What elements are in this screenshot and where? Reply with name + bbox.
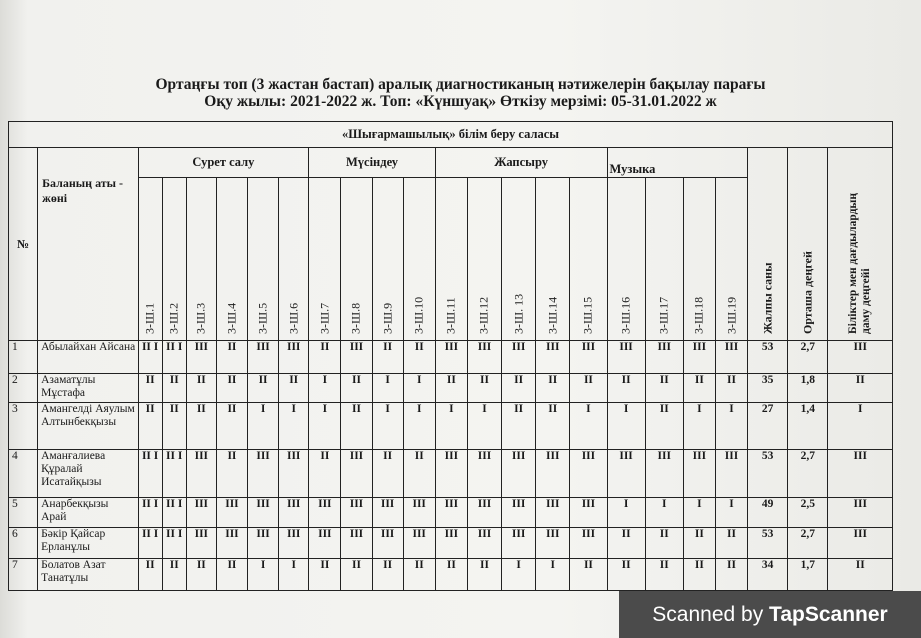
score-cell: II (248, 373, 279, 402)
score-cell: II (467, 558, 501, 590)
score-cell: III (341, 341, 372, 373)
score-cell: III (186, 450, 216, 498)
row-number: 2 (9, 373, 38, 402)
score-cell: III (279, 528, 309, 558)
score-cell: II (502, 402, 536, 450)
criterion-label: 3-Ш.12 (476, 297, 491, 335)
score-cell: I (309, 402, 341, 450)
criterion-label: 3-Ш.9 (380, 303, 395, 335)
development-level: III (828, 341, 893, 373)
score-cell: II (372, 558, 403, 590)
score-cell: III (248, 528, 279, 558)
education-area-header: «Шығармашылық» білім беру саласы (9, 122, 893, 148)
group-music: Музыка (607, 147, 748, 177)
development-level: III (828, 450, 893, 498)
criterion-header-17 (645, 178, 683, 341)
criterion-header-12 (467, 178, 501, 341)
score-cell: II (536, 373, 570, 402)
score-cell: III (570, 450, 607, 498)
criterion-header-3 (186, 178, 216, 341)
row-number: 3 (9, 402, 38, 450)
score-cell: I (683, 498, 715, 528)
group-drawing: Сурет салу (138, 147, 309, 177)
watermark-brand: TapScanner (769, 603, 888, 626)
criterion-header-10 (403, 178, 435, 341)
score-cell: II (341, 373, 372, 402)
score-cell: I (279, 558, 309, 590)
scanner-watermark (619, 591, 921, 638)
score-cell: II (645, 373, 683, 402)
row-number: 4 (9, 450, 38, 498)
child-name: Бәкір Қайсар Ерланұлы (38, 528, 138, 558)
score-cell: II I (138, 341, 162, 373)
criterion-label: 3-Ш. 13 (511, 294, 526, 335)
score-cell: II (607, 558, 645, 590)
table-row (9, 402, 893, 450)
score-cell: III (403, 528, 435, 558)
score-cell: III (435, 450, 467, 498)
total-score: 27 (748, 402, 788, 450)
child-name: Амангелді Аяулым Алтынбекқызы (38, 402, 138, 450)
score-cell: III (309, 498, 341, 528)
score-cell: III (341, 528, 372, 558)
score-cell: II (645, 558, 683, 590)
watermark-prefix: Scanned by (652, 603, 770, 626)
average-level: 2,7 (788, 450, 828, 498)
child-name: Болатов Азат Танатұлы (38, 558, 138, 590)
score-cell: II (216, 373, 247, 402)
criterion-header-4 (216, 178, 247, 341)
score-cell: I (372, 402, 403, 450)
column-number-header: № (9, 147, 38, 340)
score-cell: II (216, 450, 247, 498)
document-title: Ортаңғы топ (3 жастан бастап) аралық диагностиканың нәтижелерін бақылау парағы (155, 76, 766, 93)
child-name: Абылайхан Айсана (38, 341, 138, 373)
score-cell: II (683, 558, 715, 590)
score-cell: II I (138, 498, 162, 528)
group-applique: Жапсыру (435, 147, 607, 177)
criterion-label: 3-Ш.5 (255, 303, 270, 335)
table-row (9, 341, 893, 373)
average-level: 1,7 (788, 558, 828, 590)
score-cell: III (607, 341, 645, 373)
criterion-label: 3-Ш.4 (224, 303, 239, 335)
score-cell: II (162, 402, 186, 450)
score-cell: III (645, 450, 683, 498)
level-header-label: Біліктер мен дағдылардың даму деңгейі (847, 193, 873, 335)
score-cell: III (683, 450, 715, 498)
score-cell: III (248, 498, 279, 528)
criterion-label: 3-Ш.3 (193, 303, 208, 335)
score-cell: II (403, 341, 435, 373)
score-cell: III (715, 450, 747, 498)
score-cell: III (502, 450, 536, 498)
total-header-label: Жалпы саны (760, 262, 775, 335)
score-cell: I (607, 498, 645, 528)
criterion-header-9 (372, 178, 403, 341)
criterion-header-11 (435, 178, 467, 341)
score-cell: I (645, 498, 683, 528)
criterion-label: 3-Ш.15 (580, 297, 595, 335)
diagnostic-table (8, 121, 893, 591)
criterion-header-16 (607, 178, 645, 341)
criterion-label: 3-Ш.16 (618, 297, 633, 335)
criterion-header-14 (536, 178, 570, 341)
score-cell: I (683, 402, 715, 450)
score-cell: III (435, 528, 467, 558)
criterion-header-7 (309, 178, 341, 341)
criterion-label: 3-Ш.18 (691, 297, 706, 335)
score-cell: I (248, 558, 279, 590)
column-name-header: Баланың аты - жөні (38, 147, 138, 340)
score-cell: III (715, 341, 747, 373)
score-cell: III (536, 450, 570, 498)
score-cell: II (502, 373, 536, 402)
column-level-header (828, 147, 893, 340)
score-cell: III (216, 528, 247, 558)
score-cell: III (216, 498, 247, 528)
criterion-label: 3-Ш.6 (286, 303, 301, 335)
criterion-label: 3-Ш.1 (142, 303, 157, 335)
score-cell: III (645, 341, 683, 373)
score-cell: III (372, 498, 403, 528)
row-number: 7 (9, 558, 38, 590)
score-cell: II (715, 373, 747, 402)
score-cell: III (502, 528, 536, 558)
criterion-label: 3-Ш.19 (724, 297, 739, 335)
average-level: 2,7 (788, 528, 828, 558)
development-level: III (828, 498, 893, 528)
score-cell: II I (162, 450, 186, 498)
score-cell: III (536, 341, 570, 373)
score-cell: III (403, 498, 435, 528)
score-cell: III (372, 528, 403, 558)
score-cell: III (279, 450, 309, 498)
score-cell: II (309, 558, 341, 590)
score-cell: II (162, 558, 186, 590)
total-score: 53 (748, 450, 788, 498)
criterion-header-6 (279, 178, 309, 341)
row-number: 5 (9, 498, 38, 528)
criterion-label: 3-Ш.8 (348, 303, 363, 335)
column-average-header (788, 147, 828, 340)
criterion-header-18 (683, 178, 715, 341)
score-cell: III (279, 341, 309, 373)
average-level: 2,5 (788, 498, 828, 528)
score-cell: II (570, 373, 607, 402)
score-cell: I (502, 558, 536, 590)
score-cell: III (467, 341, 501, 373)
score-cell: III (279, 498, 309, 528)
total-score: 49 (748, 498, 788, 528)
score-cell: III (186, 498, 216, 528)
criterion-header-13 (502, 178, 536, 341)
score-cell: I (372, 373, 403, 402)
score-cell: II (279, 373, 309, 402)
score-cell: I (279, 402, 309, 450)
score-cell: II (216, 402, 247, 450)
score-cell: II (683, 373, 715, 402)
score-cell: II (186, 402, 216, 450)
score-cell: I (248, 402, 279, 450)
child-name: Аманғалиева Құралай Исатайқызы (38, 450, 138, 498)
score-cell: II (403, 558, 435, 590)
score-cell: II I (162, 341, 186, 373)
total-score: 53 (748, 341, 788, 373)
score-cell: II (341, 402, 372, 450)
score-cell: I (467, 402, 501, 450)
score-cell: III (570, 498, 607, 528)
score-cell: II (162, 373, 186, 402)
score-cell: I (435, 402, 467, 450)
score-cell: II (186, 558, 216, 590)
development-level: II (828, 558, 893, 590)
score-cell: II (372, 450, 403, 498)
score-cell: III (536, 498, 570, 528)
score-cell: II (138, 373, 162, 402)
score-cell: II (570, 558, 607, 590)
criterion-label: 3-Ш.14 (545, 297, 560, 335)
score-cell: III (683, 341, 715, 373)
criterion-header-15 (570, 178, 607, 341)
total-score: 53 (748, 528, 788, 558)
score-cell: II (467, 373, 501, 402)
score-cell: II (536, 402, 570, 450)
score-cell: III (341, 450, 372, 498)
criterion-label: 3-Ш.17 (656, 297, 671, 335)
child-name: Азаматұлы Мұстафа (38, 373, 138, 402)
development-level: II (828, 373, 893, 402)
criterion-label: 3-Ш.7 (317, 303, 332, 335)
development-level: I (828, 402, 893, 450)
score-cell: III (502, 341, 536, 373)
score-cell: II (403, 450, 435, 498)
score-cell: II (138, 558, 162, 590)
criterion-header-8 (341, 178, 372, 341)
score-cell: III (435, 341, 467, 373)
score-cell: III (570, 341, 607, 373)
score-cell: III (467, 498, 501, 528)
score-cell: III (186, 341, 216, 373)
document-subtitle: Оқу жылы: 2021-2022 ж. Топ: «Күншуақ» Өткізу мерзімі: 05-31.01.2022 ж (204, 93, 717, 110)
score-cell: I (403, 373, 435, 402)
score-cell: II I (162, 498, 186, 528)
score-cell: II (645, 528, 683, 558)
score-cell: III (248, 450, 279, 498)
table-row (9, 498, 893, 528)
score-cell: II I (138, 450, 162, 498)
score-cell: II (216, 558, 247, 590)
score-cell: II (715, 558, 747, 590)
criterion-label: 3-Ш.10 (411, 297, 426, 335)
table-row (9, 450, 893, 498)
score-cell: II (372, 341, 403, 373)
row-number: 6 (9, 528, 38, 558)
score-cell: I (536, 558, 570, 590)
child-name: Анарбекқызы Арай (38, 498, 138, 528)
criterion-header-2 (162, 178, 186, 341)
development-level: III (828, 528, 893, 558)
score-cell: I (403, 402, 435, 450)
table-body (9, 341, 893, 591)
score-cell: III (467, 528, 501, 558)
average-level: 1,4 (788, 402, 828, 450)
score-cell: I (607, 402, 645, 450)
score-cell: II (138, 402, 162, 450)
score-cell: III (248, 341, 279, 373)
score-cell: III (570, 528, 607, 558)
score-cell: I (570, 402, 607, 450)
table-row (9, 558, 893, 590)
score-cell: II (435, 558, 467, 590)
score-cell: II (435, 373, 467, 402)
score-cell: II (683, 528, 715, 558)
criterion-label: 3-Ш.11 (443, 297, 458, 335)
score-cell: III (341, 498, 372, 528)
table-row (9, 528, 893, 558)
criterion-header-1 (138, 178, 162, 341)
criterion-label: 3-Ш.2 (166, 303, 181, 335)
criterion-header-5 (248, 178, 279, 341)
score-cell: II (309, 450, 341, 498)
score-cell: II (607, 528, 645, 558)
score-cell: II (216, 341, 247, 373)
score-cell: III (435, 498, 467, 528)
score-cell: II (715, 528, 747, 558)
score-cell: III (536, 528, 570, 558)
row-number: 1 (9, 341, 38, 373)
total-score: 34 (748, 558, 788, 590)
score-cell: III (186, 528, 216, 558)
criterion-header-19 (715, 178, 747, 341)
score-cell: II (607, 373, 645, 402)
table-row (9, 373, 893, 402)
score-cell: II (341, 558, 372, 590)
score-cell: III (467, 450, 501, 498)
average-header-label: Орташа деңгей (800, 251, 815, 335)
score-cell: I (309, 373, 341, 402)
score-cell: I (715, 402, 747, 450)
score-cell: II (186, 373, 216, 402)
score-cell: I (715, 498, 747, 528)
score-cell: III (502, 498, 536, 528)
score-cell: II (645, 402, 683, 450)
score-cell: II I (138, 528, 162, 558)
score-cell: II (309, 341, 341, 373)
column-total-header (748, 147, 788, 340)
score-cell: III (607, 450, 645, 498)
score-cell: II I (162, 528, 186, 558)
average-level: 2,7 (788, 341, 828, 373)
total-score: 35 (748, 373, 788, 402)
average-level: 1,8 (788, 373, 828, 402)
score-cell: III (309, 528, 341, 558)
group-modeling: Мүсіндеу (309, 147, 436, 177)
